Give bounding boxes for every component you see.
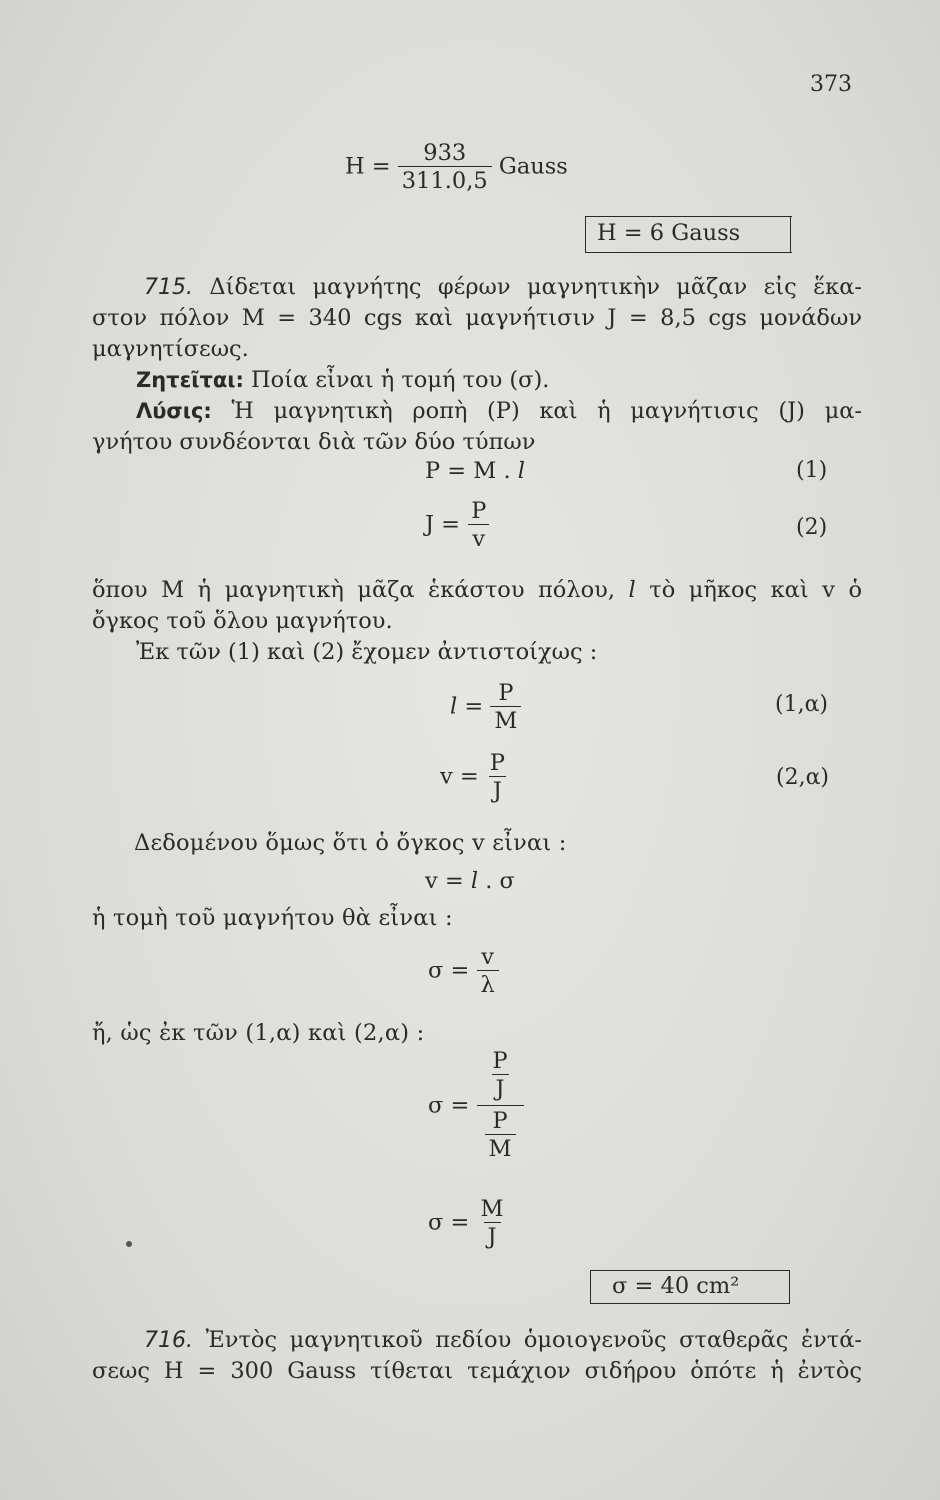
eq-sigma2-lower-denominator: M [485, 1134, 516, 1163]
eq-sigma2-upper-denominator: J [492, 1074, 509, 1103]
eq1a-lhs: = [464, 693, 484, 720]
equation-2-tag: (2) [796, 515, 828, 540]
eq-sigma2-lower-fraction [477, 1105, 524, 1163]
eq2a-numerator: P [489, 750, 506, 776]
eq2a-lhs: v = [440, 763, 479, 790]
eq-h-numerator: 933 [423, 140, 467, 166]
equation-2a [440, 750, 509, 805]
lysis-label: Λύσις: [136, 399, 212, 423]
eq-sigma3-numerator: M [480, 1196, 504, 1222]
equation-1a [450, 680, 521, 735]
eq2-denominator: v [468, 524, 489, 553]
box1-top-line [585, 216, 792, 217]
opou-line3: Ἐκ τῶν (1) καὶ (2) ἔχομεν ἀντιστοίχως : [136, 639, 598, 665]
eq-sigma1-lhs: σ = [428, 957, 470, 984]
eq-sigma1-denominator: λ [477, 970, 499, 999]
text-dedomenou: Δεδομένου ὅμως ὅτι ὁ ὄγκος v εἶναι : [134, 830, 567, 856]
eq2a-fraction [486, 750, 509, 805]
equation-1a-tag: (1,α) [775, 692, 829, 717]
equation-1-tag: (1) [796, 458, 828, 483]
box2-bottom-line [590, 1303, 790, 1304]
equation-sigma-1 [428, 944, 499, 999]
problem-716-number: 716. [144, 1328, 193, 1353]
equation-2 [425, 498, 490, 553]
problem-716-line1: 716. Ἐντὸς μαγνητικοῦ πεδίου ὁμοιογενοῦς σταθερᾶς ἐντά- [144, 1327, 863, 1353]
eq1a-var-l: l [450, 693, 458, 720]
lysis-line1: Λύσις: Ἡ μαγνητικὴ ροπὴ (P) καὶ ἡ μαγνήτισις (J) μα- [136, 398, 862, 424]
eq-volume-var-l: l [470, 868, 479, 894]
box2-left-line [590, 1270, 591, 1304]
boxed-result-h: H = 6 Gauss [597, 220, 741, 246]
eq2a-denominator: J [489, 776, 506, 805]
ink-speck [126, 1241, 132, 1247]
eq-sigma1-fraction [477, 944, 499, 999]
eq2-lhs: J = [425, 511, 461, 538]
eq-sigma3-lhs: σ = [428, 1209, 470, 1236]
eq1-var-l: l [517, 458, 525, 484]
problem-716-statement [92, 1325, 862, 1387]
problem-715-statement [92, 272, 862, 458]
box1-bottom-line [585, 252, 792, 253]
box1-right-line [790, 216, 791, 253]
equation-volume: v = l . σ [425, 868, 515, 894]
opou-var-l: l [628, 577, 636, 603]
problem-715-number: 715. [144, 275, 193, 300]
eq-sigma2-lower-numerator: P [492, 1108, 508, 1134]
boxed-result-sigma: σ = 40 cm² [612, 1273, 740, 1299]
eq-h-unit: Gauss [498, 153, 568, 180]
eq-h-lhs: H = [345, 153, 391, 180]
box2-right-line [789, 1270, 790, 1304]
eq-sigma3-fraction [477, 1196, 508, 1251]
problem-715-line1: 715. Δίδεται μαγνήτης φέρων μαγνητικὴν μᾶζαν εἰς ἕκα- [144, 274, 863, 300]
eq1a-numerator: P [498, 680, 514, 706]
eq-h-fraction [398, 140, 492, 195]
equation-1: P = M . l [425, 458, 525, 484]
page-number: 373 [810, 72, 852, 97]
lysis-line2: γνήτου συνδέονται διὰ τῶν δύο τύπων [92, 429, 536, 455]
problem-715-line2: στον πόλον M = 340 cgs καὶ μαγνήτισιν J = 8,5 cgs μονάδων [92, 305, 862, 331]
equation-sigma-2 [428, 1048, 524, 1163]
zhteitai-text: Ποία εἶναι ἡ τομή του (σ). [251, 367, 550, 393]
eq-sigma3-denominator: J [484, 1222, 501, 1251]
opou-line1: ὅπου M ἡ μαγνητικὴ μᾶζα ἑκάστου πόλου, l τὸ μῆκος καὶ v ὁ [92, 577, 863, 603]
eq1a-fraction [490, 680, 521, 735]
eq1a-denominator: M [490, 706, 521, 735]
equation-h [345, 140, 568, 195]
eq-h-denominator: 311.0,5 [398, 166, 492, 195]
box2-top-line [590, 1270, 790, 1271]
eq-sigma2-upper-numerator: P [492, 1048, 508, 1074]
eq-sigma2-lhs: σ = [428, 1092, 470, 1119]
zhteitai-label: Ζητεῖται: [136, 368, 244, 392]
equation-2a-tag: (2,α) [776, 765, 830, 790]
opou-line2: ὄγκος τοῦ ὅλου μαγνήτου. [92, 608, 393, 634]
text-opou [92, 575, 862, 668]
zhteitai-line [92, 365, 862, 396]
text-h-ws: ἤ, ὡς ἐκ τῶν (1,α) καὶ (2,α) : [92, 1020, 425, 1046]
eq2-fraction [467, 498, 490, 553]
eq-sigma2-upper-fraction [488, 1048, 511, 1105]
problem-715-line3: μαγνητίσεως. [92, 336, 249, 362]
problem-716-line2: σεως H = 300 Gauss τίθεται τεμάχιον σιδήρου ὁπότε ἡ ἐντὸς [92, 1358, 862, 1384]
eq2-numerator: P [471, 498, 487, 524]
eq-sigma1-numerator: v [481, 944, 495, 970]
eq-sigma2-compound-fraction [477, 1048, 524, 1163]
box1-left-line [585, 216, 586, 253]
text-tomi: ἡ τομὴ τοῦ μαγνήτου θὰ εἶναι : [92, 905, 453, 931]
equation-sigma-3 [428, 1196, 508, 1251]
